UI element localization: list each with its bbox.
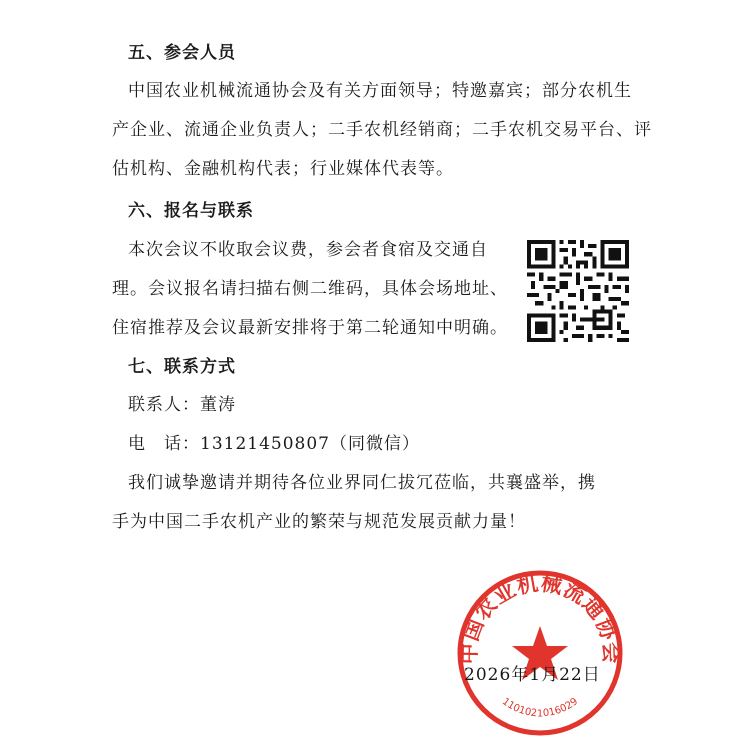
section6-line-2: 理。会议报名请扫描右侧二维码，具体会场地址、 (112, 279, 508, 299)
section6-line-1: 本次会议不收取会议费，参会者食宿及交通自 (128, 240, 488, 260)
contact-person: 联系人：董涛 (128, 395, 236, 415)
closing-line-1: 我们诚挚邀请并期待各位业界同仁拔冗莅临，共襄盛举，携 (128, 473, 596, 493)
section6-heading: 六、报名与联系 (128, 201, 254, 221)
contact-phone: 电 话：13121450807（同微信） (128, 434, 420, 454)
section5-line-1: 中国农业机械流通协会及有关方面领导；特邀嘉宾；部分农机生 (128, 81, 632, 101)
seal-number: 1101021016029 (499, 696, 581, 720)
section5-line-2: 产企业、流通企业负责人；二手农机经销商；二手农机交易平台、评 (112, 120, 652, 140)
seal-text: 中国农业机械流通协会 (455, 570, 625, 665)
section5-line-3: 估机构、金融机构代表；行业媒体代表等。 (112, 159, 454, 179)
official-seal-icon (455, 568, 625, 738)
section7-heading: 七、联系方式 (128, 357, 236, 377)
qr-code-icon[interactable] (527, 240, 629, 342)
section5-heading: 五、参会人员 (128, 43, 236, 63)
section6-line-3: 住宿推荐及会议最新安排将于第二轮通知中明确。 (112, 318, 508, 338)
document-date: 2026年1月22日 (464, 665, 601, 685)
closing-line-2: 手为中国二手农机产业的繁荣与规范发展贡献力量！ (112, 512, 526, 532)
